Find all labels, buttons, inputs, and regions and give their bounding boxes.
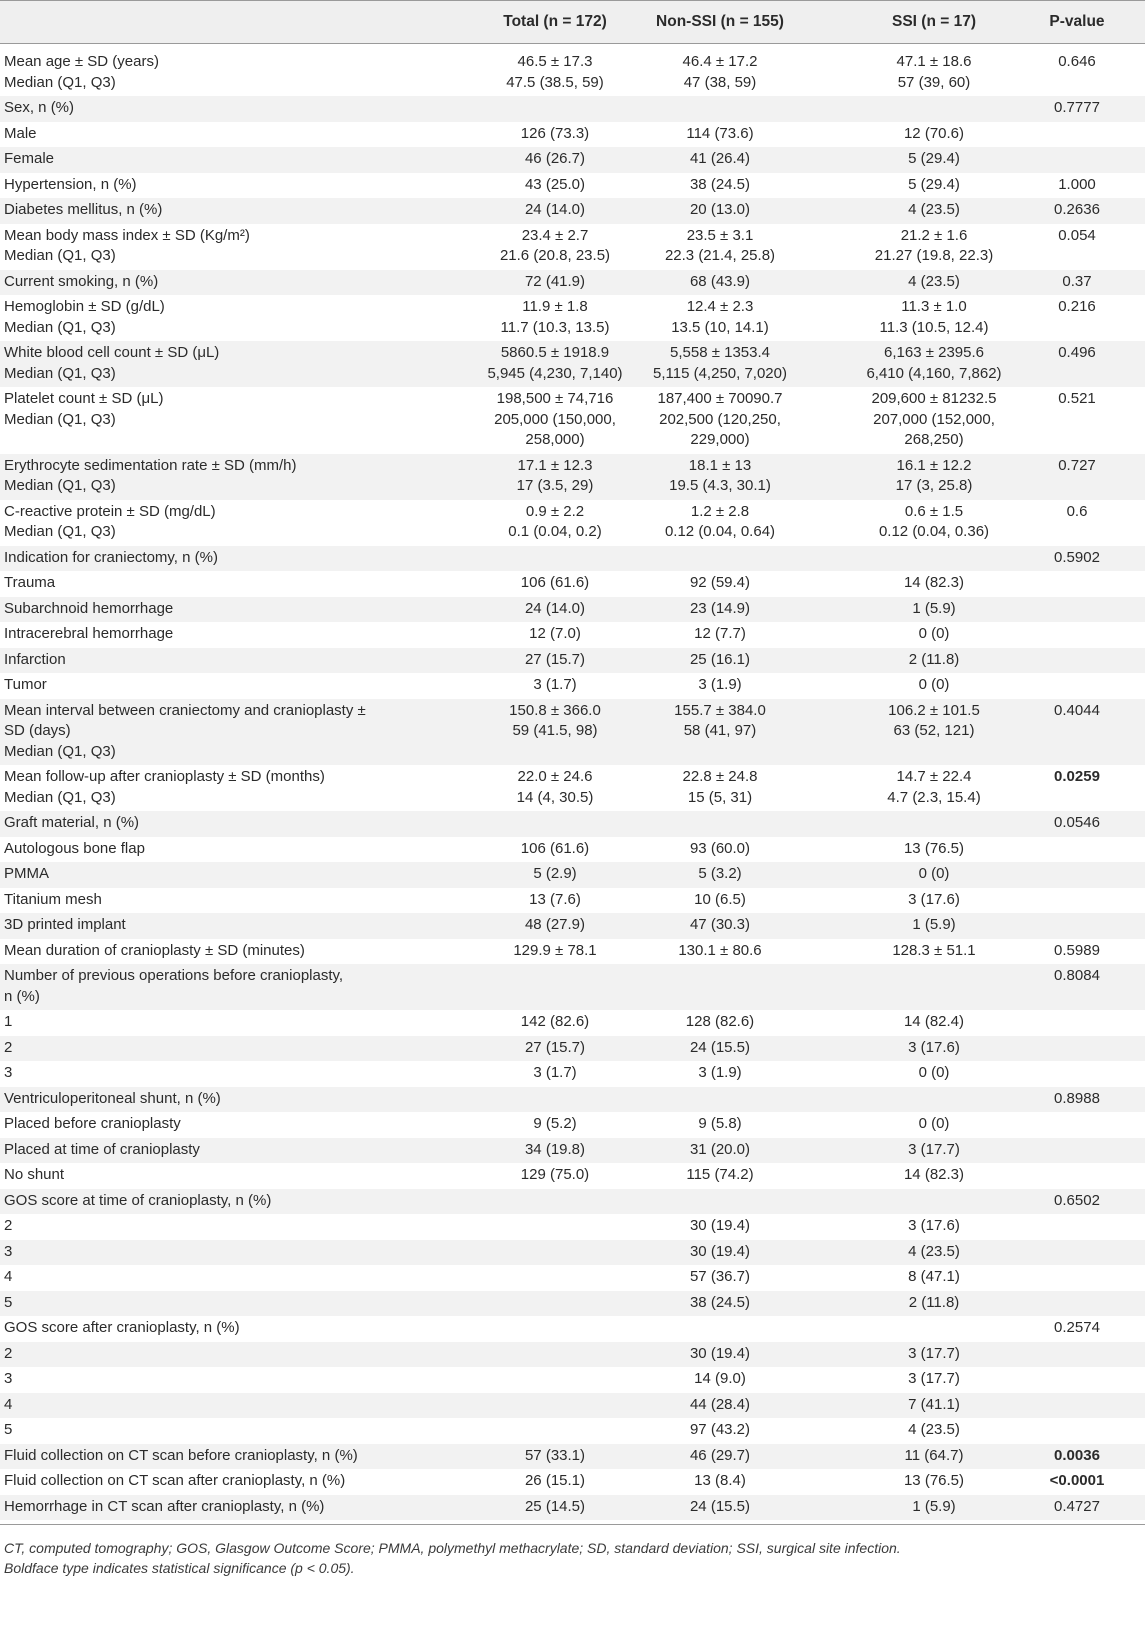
table-cell: 5 (3.2) (698, 865, 742, 882)
row-label: Titanium mesh (4, 890, 102, 908)
table-cell: 20 (13.0) (689, 201, 751, 218)
table-row (0, 224, 1145, 270)
p-value-cell: 0.2574 (1054, 1319, 1100, 1336)
table-cell: 202,500 (120,250, (659, 410, 781, 428)
row-label: Platelet count ± SD (μL) (4, 390, 164, 407)
table-row (0, 198, 1145, 224)
table-cell: 0 (0) (918, 1115, 950, 1132)
table-row (0, 888, 1145, 914)
row-label: Number of previous operations before cranioplasty, (4, 967, 344, 984)
table-cell: 97 (43.2) (689, 1421, 751, 1438)
table-row (0, 1163, 1145, 1189)
table-cell: 3 (17.6) (908, 1038, 960, 1056)
table-cell: 3 (17.7) (908, 1344, 960, 1362)
table-cell: 129 (75.0) (520, 1166, 590, 1183)
table-cell: 5,558 ± 1353.4 (670, 344, 770, 361)
table-cell: 13 (7.6) (529, 890, 581, 908)
row-label: Fluid collection on CT scan after cranioplasty, n (%) (4, 1472, 346, 1489)
table-row (0, 1316, 1145, 1342)
header-p-value: P-value (1049, 13, 1105, 30)
row-label: n (%) (4, 987, 40, 1005)
table-cell: 0.1 (0.04, 0.2) (508, 523, 602, 540)
table-row (0, 122, 1145, 148)
row-label: 3 (4, 1370, 13, 1387)
p-value-cell: 0.37 (1062, 272, 1092, 290)
table-cell: 258,000) (525, 431, 585, 448)
row-label: Placed at time of cranioplasty (4, 1140, 200, 1158)
row-label: 3D printed implant (4, 916, 126, 933)
table-cell: 268,250) (904, 431, 964, 448)
table-cell: 22.0 ± 24.6 (517, 768, 593, 785)
table-cell: 13 (76.5) (903, 839, 965, 857)
row-label: Female (4, 150, 55, 167)
table-cell: 47 (38, 59) (683, 73, 757, 91)
table-cell: 34 (19.8) (524, 1140, 586, 1158)
table-cell: 72 (41.9) (524, 272, 586, 290)
table-cell: 46 (26.7) (524, 150, 586, 167)
table-cell: 5 (2.9) (533, 865, 577, 882)
row-label: Mean interval between craniectomy and cranioplasty ± (4, 701, 366, 719)
table-cell: 57 (36.7) (689, 1268, 751, 1285)
table-cell: 59 (41.5, 98) (512, 722, 598, 739)
table-row (0, 546, 1145, 572)
table-cell: 25 (16.1) (689, 650, 751, 668)
p-value-cell: 0.2636 (1054, 201, 1100, 218)
row-label: PMMA (4, 865, 49, 882)
table-row (0, 387, 1145, 454)
table-row (0, 1393, 1145, 1419)
table-cell: 198,500 ± 74,716 (496, 390, 614, 407)
footnote-abbreviations: CT, computed tomography; GOS, Glasgow Outcome Score; PMMA, polymethyl methacrylate; SD, standard deviation; SSI, surgical site infection. (4, 1540, 901, 1556)
table-row (0, 50, 1145, 96)
table-cell: 130.1 ± 80.6 (678, 941, 762, 959)
table-cell: 9 (5.2) (533, 1115, 577, 1132)
table-cell: 24 (15.5) (689, 1038, 751, 1056)
table-cell: 0.12 (0.04, 0.36) (878, 523, 990, 540)
row-label: Erythrocyte sedimentation rate ± SD (mm/h) (4, 456, 297, 474)
row-label: Intracerebral hemorrhage (4, 625, 174, 642)
table-row (0, 622, 1145, 648)
table-cell: 43 (25.0) (524, 175, 586, 193)
table-cell: 11 (64.7) (904, 1446, 964, 1464)
row-label: 4 (4, 1395, 13, 1413)
table-cell: 22.3 (21.4, 25.8) (664, 247, 776, 264)
table-cell: 46.5 ± 17.3 (517, 53, 593, 70)
table-row (0, 765, 1145, 811)
table-cell: 14 (82.3) (903, 1166, 965, 1183)
table-cell: 129.9 ± 78.1 (513, 941, 597, 959)
table-cell: 14 (82.3) (903, 574, 965, 591)
table-cell: 128.3 ± 51.1 (892, 941, 976, 959)
row-label: Hemoglobin ± SD (g/dL) (4, 298, 165, 315)
table-cell: 205,000 (150,000, (494, 410, 616, 428)
table-cell: 7 (41.1) (908, 1395, 960, 1413)
table-cell: 3 (1.7) (533, 676, 577, 693)
table-cell: 1 (5.9) (912, 1497, 956, 1515)
table-cell: 229,000) (690, 431, 750, 448)
table-row (0, 1214, 1145, 1240)
table-cell: 2 (11.8) (908, 650, 960, 668)
row-label: 3 (4, 1242, 13, 1260)
table-cell: 1.2 ± 2.8 (690, 502, 750, 520)
table-cell: 47.5 (38.5, 59) (506, 73, 604, 91)
p-value-cell: <0.0001 (1049, 1472, 1105, 1489)
table-cell: 6,163 ± 2395.6 (884, 344, 984, 361)
table-cell: 17 (3, 25.8) (895, 477, 973, 494)
table-cell: 5,115 (4,250, 7,020) (653, 364, 787, 382)
table-cell: 21.6 (20.8, 23.5) (499, 247, 611, 264)
p-value-cell: 0.6 (1066, 502, 1088, 520)
p-value-cell: 0.646 (1058, 53, 1096, 70)
row-label: Median (Q1, Q3) (4, 523, 116, 540)
table-cell: 24 (14.0) (524, 599, 586, 617)
row-label: 2 (4, 1344, 13, 1362)
table-cell: 30 (19.4) (689, 1217, 751, 1234)
table-cell: 41 (26.4) (689, 150, 751, 167)
table-cell: 24 (14.0) (524, 201, 586, 218)
row-label: Fluid collection on CT scan before cranioplasty, n (%) (4, 1446, 358, 1464)
table-row (0, 147, 1145, 173)
table-cell: 4 (23.5) (908, 201, 960, 218)
row-label: Trauma (4, 574, 56, 591)
table-cell: 18.1 ± 13 (688, 456, 752, 474)
table-cell: 30 (19.4) (689, 1344, 751, 1362)
row-label: Median (Q1, Q3) (4, 788, 116, 806)
table-cell: 93 (60.0) (689, 839, 751, 857)
table-cell: 24 (15.5) (689, 1497, 751, 1515)
table-cell: 0.6 ± 1.5 (904, 502, 964, 520)
table-row (0, 571, 1145, 597)
table-bottom-rule (0, 1524, 1145, 1525)
p-value-cell: 0.5902 (1054, 548, 1100, 566)
table-cell: 11.3 (10.5, 12.4) (879, 318, 989, 336)
table-cell: 23 (14.9) (689, 599, 751, 617)
table-cell: 31 (20.0) (689, 1140, 751, 1158)
table-cell: 13 (76.5) (903, 1472, 965, 1489)
table-cell: 106.2 ± 101.5 (888, 701, 980, 719)
table-cell: 0 (0) (918, 676, 950, 693)
p-value-cell: 0.496 (1058, 344, 1096, 361)
table-row (0, 862, 1145, 888)
table-cell: 38 (24.5) (689, 1293, 751, 1311)
p-value-cell: 0.8988 (1054, 1089, 1100, 1107)
table-cell: 14 (9.0) (694, 1370, 746, 1387)
table-cell: 19.5 (4.3, 30.1) (669, 477, 771, 494)
row-label: White blood cell count ± SD (μL) (4, 344, 220, 361)
row-label: Mean age ± SD (years) (4, 53, 159, 70)
table-cell: 17 (3.5, 29) (516, 477, 594, 494)
table-cell: 47 (30.3) (689, 916, 751, 933)
table-cell: 38 (24.5) (689, 175, 751, 193)
header-non-ssi: Non-SSI (n = 155) (656, 13, 784, 30)
row-label: Tumor (4, 676, 47, 693)
table-cell: 13 (8.4) (694, 1472, 746, 1489)
table-row (0, 648, 1145, 674)
table-cell: 155.7 ± 384.0 (674, 701, 766, 719)
row-label: Median (Q1, Q3) (4, 410, 116, 428)
table-cell: 5860.5 ± 1918.9 (500, 344, 610, 361)
row-label: Median (Q1, Q3) (4, 477, 116, 494)
table-cell: 63 (52, 121) (893, 722, 975, 739)
table-cell: 3 (1.7) (533, 1064, 577, 1081)
table-row (0, 1291, 1145, 1317)
table-row (0, 913, 1145, 939)
table-cell: 114 (73.6) (686, 124, 754, 142)
p-value-cell: 0.4727 (1054, 1497, 1100, 1515)
table-row (0, 1495, 1145, 1521)
table-row (0, 1418, 1145, 1444)
row-label: Graft material, n (%) (4, 814, 140, 831)
table-cell: 12 (7.0) (529, 625, 581, 642)
row-label: Hemorrhage in CT scan after cranioplasty, n (%) (4, 1497, 325, 1515)
table-row (0, 811, 1145, 837)
table-cell: 22.8 ± 24.8 (682, 768, 758, 785)
header-total: Total (n = 172) (503, 13, 607, 30)
row-label: GOS score after cranioplasty, n (%) (4, 1319, 240, 1336)
row-label: Subarchnoid hemorrhage (4, 599, 174, 617)
table-cell: 92 (59.4) (689, 574, 751, 591)
table-cell: 11.9 ± 1.8 (522, 298, 588, 315)
row-label: 1 (4, 1013, 13, 1030)
row-label: 3 (4, 1064, 13, 1081)
table-cell: 48 (27.9) (524, 916, 586, 933)
table-row (0, 837, 1145, 863)
table-cell: 57 (39, 60) (897, 73, 971, 91)
row-label: Ventriculoperitoneal shunt, n (%) (4, 1089, 221, 1107)
p-value-cell: 0.216 (1058, 298, 1096, 315)
row-label: SD (days) (4, 722, 71, 739)
p-value-cell: 0.4044 (1054, 701, 1100, 719)
p-value-cell: 0.727 (1058, 456, 1096, 474)
table-cell: 12 (7.7) (694, 625, 746, 642)
table-row (0, 1061, 1145, 1087)
row-label: Mean duration of cranioplasty ± SD (minutes) (4, 941, 305, 959)
table-cell: 14.7 ± 22.4 (896, 768, 972, 785)
p-value-cell: 0.8084 (1054, 967, 1100, 984)
table-cell: 15 (5, 31) (687, 788, 753, 806)
row-label: Male (4, 124, 37, 142)
table-row (0, 500, 1145, 546)
table-cell: 14 (82.4) (903, 1013, 965, 1030)
footnote-significance: Boldface type indicates statistical significance (p < 0.05). (4, 1560, 355, 1576)
table-row (0, 1087, 1145, 1113)
table-cell: 11.7 (10.3, 13.5) (500, 318, 610, 336)
row-label: Placed before cranioplasty (4, 1115, 181, 1132)
table-row (0, 1444, 1145, 1470)
table-cell: 1 (5.9) (912, 599, 956, 617)
table-cell: 0 (0) (918, 625, 950, 642)
table-cell: 21.27 (19.8, 22.3) (874, 247, 994, 264)
table-cell: 3 (17.7) (908, 1140, 960, 1158)
table-cell: 46.4 ± 17.2 (682, 53, 758, 70)
row-label: No shunt (4, 1166, 65, 1183)
table-cell: 209,600 ± 81232.5 (871, 390, 997, 407)
table-cell: 4 (23.5) (908, 1242, 960, 1260)
table-row (0, 270, 1145, 296)
table-cell: 27 (15.7) (524, 1038, 586, 1056)
table-cell: 12 (70.6) (903, 124, 965, 142)
table-row (0, 454, 1145, 500)
table-cell: 46 (29.7) (689, 1446, 751, 1464)
table-cell: 44 (28.4) (689, 1395, 751, 1413)
row-label: C-reactive protein ± SD (mg/dL) (4, 502, 216, 520)
table-row (0, 173, 1145, 199)
table-cell: 5,945 (4,230, 7,140) (487, 364, 623, 382)
table-row (0, 295, 1145, 341)
table-cell: 0.12 (0.04, 0.64) (664, 523, 776, 540)
table-cell: 150.8 ± 366.0 (509, 701, 601, 719)
table-cell: 5 (29.4) (908, 150, 960, 167)
p-value-cell: 0.5989 (1054, 941, 1100, 959)
table-row (0, 96, 1145, 122)
row-label: Infarction (4, 650, 66, 668)
p-value-cell: 1.000 (1058, 175, 1096, 193)
header-ssi: SSI (n = 17) (892, 13, 976, 30)
table-cell: 2 (11.8) (908, 1293, 960, 1311)
p-value-cell: 0.0036 (1054, 1446, 1100, 1464)
table-cell: 11.3 ± 1.0 (901, 298, 967, 315)
table-cell: 3 (17.6) (908, 1217, 960, 1234)
table-cell: 17.1 ± 12.3 (517, 456, 593, 474)
table-cell: 16.1 ± 12.2 (896, 456, 972, 474)
table-cell: 9 (5.8) (698, 1115, 742, 1132)
row-label: 5 (4, 1421, 13, 1438)
table-cell: 13.5 (10, 14.1) (671, 318, 769, 336)
p-value-cell: 0.7777 (1054, 99, 1100, 116)
table-cell: 23.4 ± 2.7 (521, 226, 589, 244)
table-cell: 1 (5.9) (912, 916, 956, 933)
row-label: Autologous bone flap (4, 839, 145, 857)
table-cell: 8 (47.1) (908, 1268, 960, 1285)
row-label: Median (Q1, Q3) (4, 742, 116, 760)
table-cell: 106 (61.6) (520, 839, 590, 857)
table-cell: 23.5 ± 3.1 (686, 226, 754, 244)
table-cell: 4 (23.5) (908, 272, 960, 290)
row-label: Current smoking, n (%) (4, 272, 159, 290)
row-label: 2 (4, 1217, 13, 1234)
table-cell: 26 (15.1) (524, 1472, 586, 1489)
row-label: 4 (4, 1268, 13, 1285)
table-cell: 47.1 ± 18.6 (896, 53, 972, 70)
table-row (0, 1469, 1145, 1495)
p-value-cell: 0.521 (1058, 390, 1096, 407)
table-row (0, 1010, 1145, 1036)
table-header (0, 0, 1145, 44)
table-cell: 57 (33.1) (524, 1446, 586, 1464)
table-row (0, 1342, 1145, 1368)
row-label: Median (Q1, Q3) (4, 318, 116, 336)
row-label: Mean follow-up after cranioplasty ± SD (months) (4, 768, 325, 785)
table-cell: 3 (17.6) (908, 890, 960, 908)
table-cell: 115 (74.2) (686, 1166, 754, 1183)
table-cell: 10 (6.5) (694, 890, 746, 908)
table-cell: 27 (15.7) (524, 650, 586, 668)
row-label: Sex, n (%) (4, 99, 75, 116)
p-value-cell: 0.054 (1058, 226, 1096, 244)
table-row (0, 673, 1145, 699)
row-label: Hypertension, n (%) (4, 175, 137, 193)
table-cell: 4.7 (2.3, 15.4) (887, 788, 981, 806)
table-cell: 25 (14.5) (524, 1497, 586, 1515)
table-cell: 0.9 ± 2.2 (525, 502, 585, 520)
table-row (0, 341, 1145, 387)
table-cell: 14 (4, 30.5) (516, 788, 594, 806)
p-value-cell: 0.6502 (1054, 1191, 1100, 1209)
table-cell: 187,400 ± 70090.7 (657, 390, 783, 407)
table-row (0, 1367, 1145, 1393)
table-row (0, 939, 1145, 965)
table-cell: 30 (19.4) (689, 1242, 751, 1260)
table-row (0, 1036, 1145, 1062)
table-cell: 58 (41, 97) (683, 722, 757, 739)
table-cell: 126 (73.3) (520, 124, 590, 142)
table-cell: 3 (1.9) (698, 676, 742, 693)
table-row (0, 1112, 1145, 1138)
table-cell: 142 (82.6) (520, 1013, 590, 1030)
table-cell: 21.2 ± 1.6 (900, 226, 968, 244)
row-label: Median (Q1, Q3) (4, 247, 116, 264)
table-cell: 207,000 (152,000, (873, 410, 995, 428)
row-label: Indication for craniectomy, n (%) (4, 548, 218, 566)
table-row (0, 1240, 1145, 1266)
row-label: 5 (4, 1293, 13, 1311)
table-cell: 5 (29.4) (908, 175, 960, 193)
table-row (0, 1265, 1145, 1291)
row-label: Diabetes mellitus, n (%) (4, 201, 163, 218)
table-cell: 3 (1.9) (698, 1064, 742, 1081)
table-row (0, 597, 1145, 623)
table-cell: 68 (43.9) (689, 272, 751, 290)
table-cell: 0 (0) (918, 865, 950, 882)
row-label: Median (Q1, Q3) (4, 364, 116, 382)
table-row (0, 699, 1145, 766)
row-label: 2 (4, 1038, 13, 1056)
table-cell: 128 (82.6) (685, 1013, 755, 1030)
table-row (0, 1138, 1145, 1164)
row-label: Median (Q1, Q3) (4, 73, 116, 91)
table-cell: 6,410 (4,160, 7,862) (866, 364, 1002, 382)
row-label: Mean body mass index ± SD (Kg/m²) (4, 226, 250, 244)
p-value-cell: 0.0546 (1054, 814, 1100, 831)
table-cell: 106 (61.6) (520, 574, 590, 591)
table-cell: 4 (23.5) (908, 1421, 960, 1438)
p-value-cell: 0.0259 (1054, 768, 1100, 785)
table-cell: 12.4 ± 2.3 (686, 298, 754, 315)
table-row (0, 964, 1145, 1010)
row-label: GOS score at time of cranioplasty, n (%) (4, 1191, 272, 1209)
table-cell: 3 (17.7) (908, 1370, 960, 1387)
table-cell: 0 (0) (918, 1064, 950, 1081)
table-row (0, 1189, 1145, 1215)
